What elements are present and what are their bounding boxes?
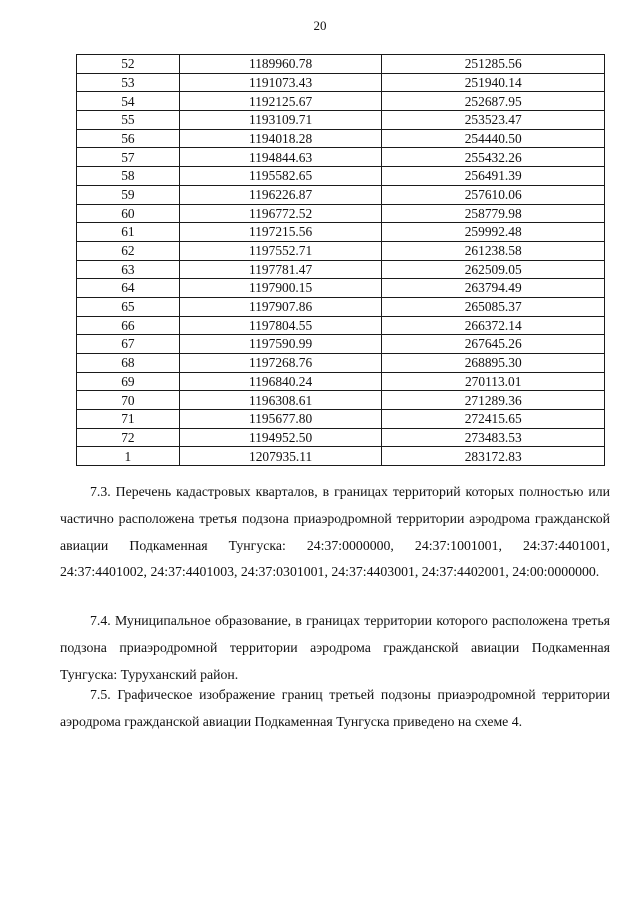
y-coordinate-cell: 270113.01 — [382, 372, 605, 391]
x-coordinate-cell: 1196772.52 — [179, 204, 382, 223]
y-coordinate-cell: 256491.39 — [382, 167, 605, 186]
x-coordinate-cell: 1192125.67 — [179, 92, 382, 111]
point-number-cell: 64 — [77, 279, 180, 298]
y-coordinate-cell: 266372.14 — [382, 316, 605, 335]
x-coordinate-cell: 1194952.50 — [179, 428, 382, 447]
y-coordinate-cell: 253523.47 — [382, 111, 605, 130]
y-coordinate-cell: 257610.06 — [382, 185, 605, 204]
table-row — [77, 241, 605, 260]
x-coordinate-cell: 1196840.24 — [179, 372, 382, 391]
point-number-cell: 53 — [77, 73, 180, 92]
x-coordinate-cell: 1196226.87 — [179, 185, 382, 204]
x-coordinate-cell: 1207935.11 — [179, 447, 382, 466]
table-row — [77, 372, 605, 391]
table-row — [77, 148, 605, 167]
x-coordinate-cell: 1193109.71 — [179, 111, 382, 130]
point-number-cell: 63 — [77, 260, 180, 279]
x-coordinate-cell: 1191073.43 — [179, 73, 382, 92]
x-coordinate-cell: 1194018.28 — [179, 129, 382, 148]
y-coordinate-cell: 268895.30 — [382, 354, 605, 373]
table-row — [77, 410, 605, 429]
point-number-cell: 59 — [77, 185, 180, 204]
paragraph-7-5: 7.5. Графическое изображение границ третьей подзоны приаэродромной территории аэродрома гражданской авиации Подкаменная Тунгуска приведено на схеме 4. — [60, 687, 610, 729]
y-coordinate-cell: 272415.65 — [382, 410, 605, 429]
point-number-cell: 1 — [77, 447, 180, 466]
coordinates-table — [76, 54, 605, 466]
table-row — [77, 55, 605, 74]
x-coordinate-cell: 1197215.56 — [179, 223, 382, 242]
point-number-cell: 58 — [77, 167, 180, 186]
point-number-cell: 56 — [77, 129, 180, 148]
table-row — [77, 204, 605, 223]
y-coordinate-cell: 251285.56 — [382, 55, 605, 74]
x-coordinate-cell: 1197907.86 — [179, 297, 382, 316]
y-coordinate-cell: 271289.36 — [382, 391, 605, 410]
y-coordinate-cell: 263794.49 — [382, 279, 605, 298]
point-number-cell: 71 — [77, 410, 180, 429]
point-number-cell: 69 — [77, 372, 180, 391]
table-row — [77, 73, 605, 92]
table-row — [77, 447, 605, 466]
point-number-cell: 55 — [77, 111, 180, 130]
y-coordinate-cell: 283172.83 — [382, 447, 605, 466]
coordinates-table-body — [77, 55, 605, 466]
x-coordinate-cell: 1189960.78 — [179, 55, 382, 74]
x-coordinate-cell: 1196308.61 — [179, 391, 382, 410]
y-coordinate-cell: 254440.50 — [382, 129, 605, 148]
x-coordinate-cell: 1197268.76 — [179, 354, 382, 373]
point-number-cell: 54 — [77, 92, 180, 111]
table-row — [77, 428, 605, 447]
y-coordinate-cell: 251940.14 — [382, 73, 605, 92]
point-number-cell: 62 — [77, 241, 180, 260]
x-coordinate-cell: 1197590.99 — [179, 335, 382, 354]
x-coordinate-cell: 1197781.47 — [179, 260, 382, 279]
table-row — [77, 279, 605, 298]
y-coordinate-cell: 265085.37 — [382, 297, 605, 316]
point-number-cell: 65 — [77, 297, 180, 316]
y-coordinate-cell: 261238.58 — [382, 241, 605, 260]
x-coordinate-cell: 1197552.71 — [179, 241, 382, 260]
point-number-cell: 66 — [77, 316, 180, 335]
x-coordinate-cell: 1197804.55 — [179, 316, 382, 335]
point-number-cell: 67 — [77, 335, 180, 354]
paragraph-7-3: 7.3. Перечень кадастровых кварталов, в границах территорий которых полностью или частично расположена третья подзона приаэродромной территории аэродрома гражданской авиации Подкаменная Тунгуска: 24:37:0000000, 24:37:1001001, 24:37:4401001, 24:37:4401002, 24:37:4401003, 24:37:0301001, 24:37:4403001, 24:37:4402001, 24:00:0000000. — [60, 484, 610, 580]
table-row — [77, 297, 605, 316]
table-row — [77, 92, 605, 111]
table-row — [77, 335, 605, 354]
paragraph-7-4: 7.4. Муниципальное образование, в границах территории которого расположена третья подзона приаэродромной территории аэродрома гражданской авиации Подкаменная Тунгуска: Туруханский район. — [60, 613, 610, 682]
y-coordinate-cell: 273483.53 — [382, 428, 605, 447]
point-number-cell: 57 — [77, 148, 180, 167]
table-row — [77, 185, 605, 204]
page-number: 20 — [313, 18, 327, 33]
y-coordinate-cell: 259992.48 — [382, 223, 605, 242]
point-number-cell: 52 — [77, 55, 180, 74]
point-number-cell: 60 — [77, 204, 180, 223]
table-row — [77, 354, 605, 373]
point-number-cell: 68 — [77, 354, 180, 373]
table-row — [77, 391, 605, 410]
table-row — [77, 316, 605, 335]
x-coordinate-cell: 1194844.63 — [179, 148, 382, 167]
x-coordinate-cell: 1197900.15 — [179, 279, 382, 298]
table-row — [77, 260, 605, 279]
table-row — [77, 111, 605, 130]
table-row — [77, 223, 605, 242]
y-coordinate-cell: 262509.05 — [382, 260, 605, 279]
x-coordinate-cell: 1195582.65 — [179, 167, 382, 186]
point-number-cell: 61 — [77, 223, 180, 242]
y-coordinate-cell: 252687.95 — [382, 92, 605, 111]
table-row — [77, 129, 605, 148]
point-number-cell: 70 — [77, 391, 180, 410]
x-coordinate-cell: 1195677.80 — [179, 410, 382, 429]
y-coordinate-cell: 255432.26 — [382, 148, 605, 167]
point-number-cell: 72 — [77, 428, 180, 447]
y-coordinate-cell: 258779.98 — [382, 204, 605, 223]
y-coordinate-cell: 267645.26 — [382, 335, 605, 354]
table-row — [77, 167, 605, 186]
